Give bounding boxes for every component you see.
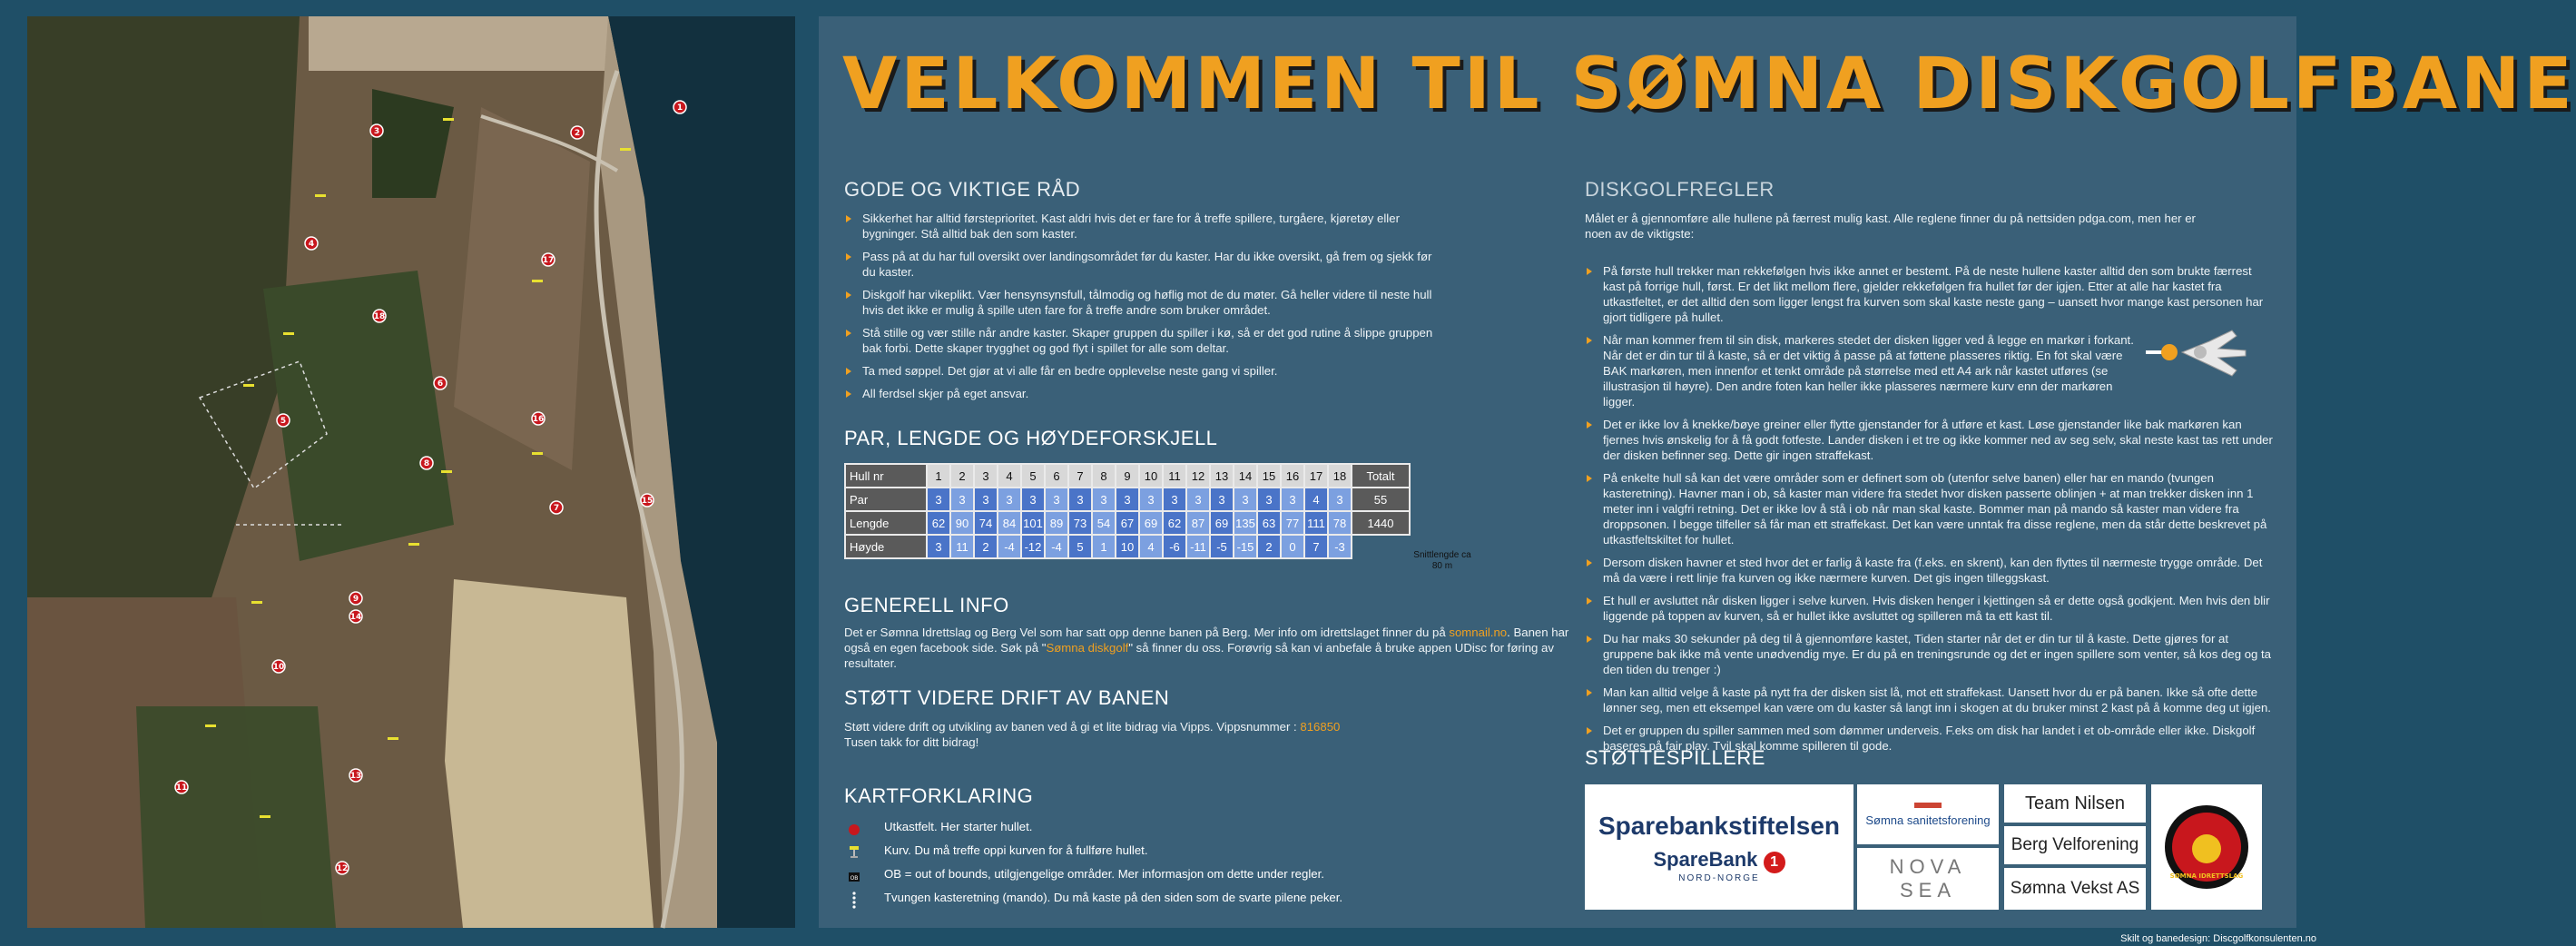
- score-cell: 84: [998, 511, 1021, 535]
- score-cell: 3: [1186, 488, 1210, 511]
- list-item: På første hull trekker man rekkefølgen hvis ikke annet er bestemt. På de neste hullene kaster alltid den som brukte færrest kast på forrige hull, først. Er det likt mellom flere, gjelder rekkefølgen fra hullet før der igjen. Etter at alle har kastet fra utkastfeltet, er det alltid den som ligger lengst fra kurven som skal kaste neste gang – uansett hvor mange kast personen har gjort tidligere på hullet.: [1585, 263, 2275, 325]
- score-cell: 69: [1139, 511, 1163, 535]
- tee-label-17: 17: [542, 256, 555, 265]
- score-cell: 12: [1186, 464, 1210, 488]
- score-cell: 7: [1068, 464, 1092, 488]
- score-cell: 63: [1257, 511, 1281, 535]
- score-cell: 4: [1139, 535, 1163, 558]
- score-cell: 62: [927, 511, 950, 535]
- legend-heading: KARTFORKLARING: [844, 784, 1034, 807]
- score-cell: 77: [1281, 511, 1304, 535]
- list-item: Pass på at du har full oversikt over landingsområdet før du kaster. Har du ikke oversikt, gå frem og sjekk før du kaster.: [844, 249, 1443, 280]
- credit-text: Skilt og banedesign: Discgolfkonsulenten.no: [2120, 933, 2316, 944]
- avg-length-note: Snittlengde ca 80 m: [1413, 550, 1471, 571]
- legend-item-basket: [844, 839, 1342, 862]
- legend-label: OB = out of bounds, utilgjengelige områder. Mer informasjon om dette under regler.: [884, 867, 1324, 881]
- marker-stance-illustration: [2146, 323, 2255, 387]
- legend-item-tee: [844, 815, 1342, 839]
- total-cell: 55: [1352, 488, 1410, 511]
- ob-icon: [848, 868, 860, 881]
- score-cell: 0: [1281, 535, 1304, 558]
- score-cell: 135: [1234, 511, 1257, 535]
- tee-icon: [848, 821, 860, 833]
- tee-label-6: 6: [437, 379, 444, 389]
- score-cell: 111: [1304, 511, 1328, 535]
- legend-label: Tvungen kasteretning (mando). Du må kaste på den siden som de svarte pilene peker.: [884, 891, 1343, 904]
- tee-label-5: 5: [280, 417, 287, 426]
- page-title: VELKOMMEN TIL SØMNA DISKGOLFBANE: [842, 44, 2576, 125]
- sponsor-name: Sømna sanitetsforening: [1865, 813, 1991, 827]
- sponsor-sparebankstiftelsen: [1585, 784, 1853, 910]
- score-cell: 2: [974, 535, 998, 558]
- score-cell: 3: [1045, 488, 1068, 511]
- hole-number-row: [845, 464, 1410, 488]
- score-cell: 62: [1163, 511, 1186, 535]
- basket-icon: [848, 844, 860, 857]
- tee-label-1: 1: [676, 103, 683, 113]
- sponsor-berg-velforening: Berg Velforening: [2004, 826, 2146, 864]
- score-cell: 3: [1281, 488, 1304, 511]
- list-item: Stå stille og vær stille når andre kaster. Skaper gruppen du spiller i kø, så er det god rutine å slippe gruppen bak forbi. Dette skaper trygghet og god flyt i spillet for alle som deltar.: [844, 325, 1443, 356]
- score-cell: 1: [1092, 535, 1116, 558]
- score-cell: 3: [974, 464, 998, 488]
- tee-label-2: 2: [574, 129, 581, 138]
- score-cell: 4: [1304, 488, 1328, 511]
- advice-heading: GODE OG VIKTIGE RÅD: [844, 178, 1081, 201]
- sponsor-name: Sparebankstiftelsen: [1598, 811, 1841, 840]
- score-cell: 11: [1163, 464, 1186, 488]
- score-cell: 74: [974, 511, 998, 535]
- support-text-main: Støtt videre drift og utvikling av banen ved å gi et lite bidrag via Vipps. Vippsnummer :: [844, 720, 1301, 734]
- score-cell: 15: [1257, 464, 1281, 488]
- scorecard-table: [844, 463, 1411, 559]
- score-cell: 3: [950, 488, 974, 511]
- row-label: Par: [845, 488, 927, 511]
- sponsors-grid: [1585, 784, 2267, 910]
- score-cell: -3: [1328, 535, 1352, 558]
- score-cell: -4: [998, 535, 1021, 558]
- tee-label-8: 8: [423, 459, 430, 468]
- score-cell: 87: [1186, 511, 1210, 535]
- tee-label-14: 14: [349, 613, 362, 622]
- sparebank-logo-icon: 1: [1764, 852, 1785, 873]
- score-cell: -11: [1186, 535, 1210, 558]
- score-cell: 1: [927, 464, 950, 488]
- par-row: [845, 488, 1410, 511]
- score-cell: 10: [1116, 535, 1139, 558]
- sponsor-sub-2: NORD-NORGE: [1678, 872, 1760, 883]
- list-item: Det er ikke lov å knekke/bøye greiner eller flytte gjenstander for å utføre et kast. Løse gjenstander like bak markøren kan fjernes hvis ønskelig for å få godt fotfeste. Lander disken i et tre og ikke kommer ned av seg selv, skal neste kast tas rett under der disken befinner seg. Dette gir ingen straffekast.: [1585, 417, 2275, 463]
- score-cell: 5: [1021, 464, 1045, 488]
- row-label: Høyde: [845, 535, 927, 558]
- score-cell: 3: [1257, 488, 1281, 511]
- score-cell: 3: [974, 488, 998, 511]
- score-cell: 3: [1163, 488, 1186, 511]
- score-cell: 3: [1021, 488, 1045, 511]
- course-map: [27, 16, 795, 928]
- list-item: Et hull er avsluttet når disken ligger i selve kurven. Hvis disken henger i kjettingen så er dette også godkjent. Men hvis den blir liggende på toppen av kurven, så er hullet ikke avsluttet og spilleren må ta ett kast til.: [1585, 593, 2275, 624]
- score-cell: 14: [1234, 464, 1257, 488]
- score-cell: 3: [927, 535, 950, 558]
- rules-intro: Målet er å gjennomføre alle hullene på færrest mulig kast. Alle reglene finner du på nettsiden pdga.com, men her er noen av de viktigste:: [1585, 212, 2196, 241]
- info-text-2: . Banen har også en egen facebook side. Søk på ": [844, 626, 1569, 655]
- tee-label-7: 7: [553, 504, 560, 513]
- score-cell: 89: [1045, 511, 1068, 535]
- tee-label-12: 12: [336, 864, 349, 873]
- list-item: Man kan alltid velge å kaste på nytt fra der disken sist lå, mot ett straffekast. Uansett hvor du er på banen. Ikke så ofte dette lønner seg, men ett eksempel kan være om du kaster så langt inn i skogen at du bruker minst 2 kast på å komme deg ut igjen.: [1585, 685, 2275, 715]
- sponsor-team-nilsen: Team Nilsen: [2004, 784, 2146, 823]
- score-cell: 11: [950, 535, 974, 558]
- list-item: Dersom disken havner et sted hvor det er farlig å kaste fra (f.eks. en skrent), kan den flyttes til nærmeste trygge område. Det må da være i rett linje fra kurven og ikke nærmere kurven. Det gis ingen tilleggskast.: [1585, 555, 2275, 586]
- sponsor-somna-vekst: Sømna Vekst AS: [2004, 868, 2146, 910]
- score-cell: 54: [1092, 511, 1116, 535]
- score-cell: 8: [1092, 464, 1116, 488]
- tee-label-4: 4: [308, 240, 315, 249]
- info-text-3: " så finner du oss. Forøvrig så kan vi anbefale å bruke appen UDisc for føring av resultater.: [844, 641, 1554, 670]
- row-label: Hull nr: [845, 464, 927, 488]
- rules-heading: DISKGOLFREGLER: [1585, 178, 1775, 201]
- tee-label-16: 16: [532, 415, 545, 424]
- score-cell: 3: [998, 488, 1021, 511]
- score-cell: -4: [1045, 535, 1068, 558]
- sponsor-sub: SpareBank: [1653, 847, 1758, 871]
- vipps-number: 816850: [1300, 720, 1341, 734]
- score-cell: 17: [1304, 464, 1328, 488]
- score-cell: 3: [927, 488, 950, 511]
- facebook-link[interactable]: Sømna diskgolf: [1046, 641, 1129, 655]
- score-cell: 13: [1210, 464, 1234, 488]
- score-cell: -15: [1234, 535, 1257, 558]
- score-cell: 9: [1116, 464, 1139, 488]
- list-item: Du har maks 30 sekunder på deg til å gjennomføre kastet, Tiden starter når det er din tur til å kaste. Dette gjøres for at gruppene bak ikke må vente unødvendig mye. Er du på en treningsrunde og det er ingen spillere som venter, så kos deg og ta den tiden du trenger :): [1585, 631, 2275, 677]
- list-item: Sikkerhet har alltid førsteprioritet. Kast aldri hvis det er fare for å treffe spillere, turgåere, kjøretøy eller bygninger. Stå alltid bak den som kaster.: [844, 211, 1443, 241]
- sponsor-somna-idrettslag: [2151, 784, 2262, 910]
- total-cell: Totalt: [1352, 464, 1410, 488]
- somnail-link[interactable]: somnail.no: [1449, 626, 1508, 639]
- svg-text:OB: OB: [850, 875, 859, 882]
- sponsor-sanitetsforening: [1857, 784, 1999, 844]
- score-cell: 5: [1068, 535, 1092, 558]
- tee-label-18: 18: [373, 312, 386, 321]
- height-row: [845, 535, 1410, 558]
- score-cell: 2: [1257, 535, 1281, 558]
- sponsor-name: SØMNA IDRETTSLAG: [2169, 872, 2244, 880]
- score-cell: -5: [1210, 535, 1234, 558]
- score-cell: 69: [1210, 511, 1234, 535]
- row-label: Lengde: [845, 511, 927, 535]
- length-row: [845, 511, 1410, 535]
- support-thanks: Tusen takk for ditt bidrag!: [844, 735, 979, 749]
- score-cell: 3: [1139, 488, 1163, 511]
- legend-label: Utkastfelt. Her starter hullet.: [884, 820, 1033, 833]
- advice-list: [844, 211, 1443, 409]
- score-cell: 73: [1068, 511, 1092, 535]
- tee-label-13: 13: [349, 772, 362, 781]
- score-cell: 16: [1281, 464, 1304, 488]
- list-item: På enkelte hull så kan det være områder som er definert som ob (utenfor selve banen) eller har en mando (tvungen kasteretning). Havner man i ob, så kaster man videre fra stedet hvor disken passerte oblinjen + at man trekker disken inn 1 meter inn i valgfri retning. Det er ikke lov å stå i ob når man skal kaste. Bommer man på mando så kaster man videre fra droppsonen. I begge tilfeller så får man ett straffekast. Det kan være unntak fra disse reglene, men da står dette beskrevet på utkastfeltskiltet for hullet.: [1585, 470, 2275, 547]
- tee-label-3: 3: [373, 127, 380, 136]
- score-cell: 18: [1328, 464, 1352, 488]
- list-item: Diskgolf har vikeplikt. Vær hensynsynsfull, tålmodig og høflig mot de du møter. Gå heller videre til neste hull hvis det ikke er mulig å spille uten fare for å treffe andre som bruker området.: [844, 287, 1443, 318]
- score-cell: 90: [950, 511, 974, 535]
- support-text: [844, 719, 1570, 750]
- legend-item-ob: [844, 862, 1342, 886]
- list-item: Det er gruppen du spiller sammen med som dømmer underveis. F.eks om disk har landet i et ob-område eller ikke. Diskgolf baseres på fair play. Tvil skal komme spilleren til gode.: [1585, 723, 2275, 754]
- tee-label-10: 10: [272, 663, 285, 672]
- list-item: Når man kommer frem til sin disk, markeres stedet der disken ligger ved å legge en markør i forkant. Når det er din tur til å kaste, så er det viktig å passe på at føttene plasseres riktig. En fot skal være BAK markøren, men innenfor et tenkt område på størrelse med ett A4 ark når kastet utføres (se illustrasjon til høyre). Den andre foten kan heller ikke plasseres nærmere kurv enn der markøren ligger.: [1585, 332, 2138, 409]
- info-panel: [819, 16, 2576, 928]
- sponsors-heading: STØTTESPILLERE: [1585, 746, 1765, 769]
- sponsor-name: NOVA: [1889, 855, 1967, 878]
- score-cell: 6: [1045, 464, 1068, 488]
- info-text: [844, 625, 1570, 671]
- score-cell: -6: [1163, 535, 1186, 558]
- score-cell: 7: [1304, 535, 1328, 558]
- score-cell: 3: [1092, 488, 1116, 511]
- mando-arrow-icon: [848, 892, 860, 904]
- sponsor-sub: SEA: [1899, 879, 1957, 902]
- list-item: All ferdsel skjer på eget ansvar.: [844, 386, 1443, 401]
- score-cell: 78: [1328, 511, 1352, 535]
- score-cell: 10: [1139, 464, 1163, 488]
- score-cell: -12: [1021, 535, 1045, 558]
- map-legend: [844, 815, 1342, 910]
- list-item: Ta med søppel. Det gjør at vi alle får en bedre opplevelse neste gang vi spiller.: [844, 363, 1443, 379]
- score-cell: 3: [1328, 488, 1352, 511]
- info-heading: GENERELL INFO: [844, 594, 1009, 616]
- score-cell: 3: [1068, 488, 1092, 511]
- score-cell: 3: [1116, 488, 1139, 511]
- legend-item-mando: [844, 886, 1342, 910]
- tee-label-9: 9: [352, 595, 359, 604]
- sanitet-logo-icon: [1914, 803, 1942, 808]
- score-cell: 4: [998, 464, 1021, 488]
- info-text-1: Det er Sømna Idrettslag og Berg Vel som har satt opp denne banen på Berg. Mer info om idrettslaget finner du på: [844, 626, 1450, 639]
- score-cell: 3: [1234, 488, 1257, 511]
- legend-label: Kurv. Du må treffe oppi kurven for å fullføre hullet.: [884, 843, 1148, 857]
- tee-label-11: 11: [175, 783, 188, 793]
- tee-label-15: 15: [641, 497, 654, 506]
- score-cell: 67: [1116, 511, 1139, 535]
- score-cell: 101: [1021, 511, 1045, 535]
- total-cell: 1440: [1352, 511, 1410, 535]
- sponsor-novasea: [1857, 848, 1999, 910]
- support-heading: STØTT VIDERE DRIFT AV BANEN: [844, 686, 1170, 709]
- scorecard-heading: PAR, LENGDE OG HØYDEFORSKJELL: [844, 427, 1218, 449]
- score-cell: 2: [950, 464, 974, 488]
- score-cell: 3: [1210, 488, 1234, 511]
